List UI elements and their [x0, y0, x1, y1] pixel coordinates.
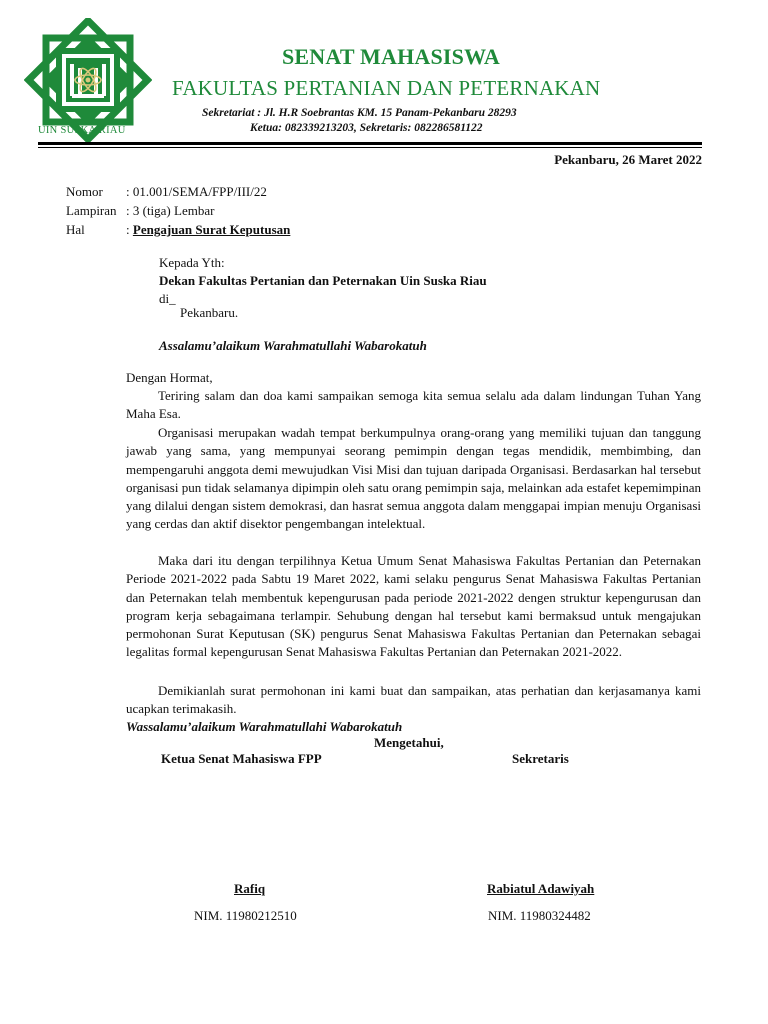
body-paragraph-4	[126, 682, 701, 719]
paragraph-text: Organisasi merupakan wadah tempat berkumpulnya orang-orang yang memiliki tujuan dan tanggung jawab yang sama, yang mempunyai seorang pemimpin dengan tegas mendidik, membimbing, dan mempengaruhi anggota demi mewujudkan Visi Misi dan tujuan daripada Organisasi. Berdasarkan hal tersebut organisasi pun tidak selamanya dipimpin oleh satu orang pemimpin saja, melainkan ada estafet kepemimpinan yang dilalui dengan sistem demokrasi, dan hasrat semua anggota dalam menggapai impian menuju Organisasi yang cerdas dan aktif disektor pengembangan intelektual.	[126, 425, 701, 532]
logo-caption: UIN SUSKA RIAU	[38, 125, 126, 136]
meta-label: Lampiran	[66, 203, 117, 218]
uin-suska-riau-logo	[24, 18, 152, 142]
signatory-nim-secretary: NIM. 11980324482	[488, 908, 591, 923]
recipient-greeting: Kepada Yth:	[159, 255, 225, 270]
recipient-di: di_	[159, 291, 176, 306]
meta-value: :	[126, 222, 130, 237]
letterhead-title: SENAT MAHASISWA	[282, 44, 500, 69]
body-paragraph-2	[126, 424, 701, 534]
letterhead-faculty: FAKULTAS PERTANIAN DAN PETERNAKAN	[172, 76, 601, 100]
letter-date: Pekanbaru, 26 Maret 2022	[554, 152, 702, 167]
letter-opening: Dengan Hormat,	[126, 370, 213, 385]
meta-value: : 3 (tiga) Lembar	[126, 203, 215, 218]
recipient-city: Pekanbaru.	[180, 305, 239, 320]
meta-label: Nomor	[66, 184, 103, 199]
paragraph-text: Teriring salam dan doa kami sampaikan semoga kita semua selalu ada dalam lindungan Tuhan Yang Maha Esa.	[126, 388, 701, 422]
meta-value: : 01.001/SEMA/FPP/III/22	[126, 184, 267, 199]
paragraph-text: Maka dari itu dengan terpilihnya Ketua Umum Senat Mahasiswa Fakultas Pertanian dan Peternakan Periode 2021-2022 pada Sabtu 19 Maret 2022, kami selaku pengurus Senat Mahasiswa Fakultas Pertanian dan Peternakan telah membentuk kepengurusan pada periode 2021-2022 dengen struktur kepengurusan dan program kerja sebagaimana terlampir. Sehubung dengan hal tersebut kami bermaksud untuk mengajukan permohonan Surat Keputusan (SK) pengurus Senat Mahasiswa Fakultas Pertanian dan Peternakan sebagai legalitas formal kepengurusan Senat Mahasiswa Fakultas Pertanian dan Peternakan 2021-2022.	[126, 553, 701, 660]
meta-row-lampiran	[66, 203, 214, 219]
header-rule-thick	[38, 142, 702, 145]
signatory-role-chair: Ketua Senat Mahasiswa FPP	[161, 751, 322, 766]
signatory-name-secretary: Rabiatul Adawiyah	[487, 881, 595, 896]
meta-row-nomor	[66, 184, 267, 200]
meta-label: Hal	[66, 222, 85, 237]
salam-opening: Assalamu’alaikum Warahmatullahi Wabarokatuh	[159, 338, 427, 353]
letter-subject: Pengajuan Surat Keputusan	[132, 222, 291, 237]
signatory-nim-chair: NIM. 11980212510	[194, 908, 297, 923]
acknowledged-label: Mengetahui,	[374, 735, 444, 750]
salam-closing: Wassalamu’alaikum Warahmatullahi Wabarokatuh	[126, 719, 403, 734]
signatory-role-secretary: Sekretaris	[512, 751, 569, 766]
letterhead-address: Sekretariat : Jl. H.R Soebrantas KM. 15 Panam-Pekanbaru 28293	[202, 107, 517, 119]
meta-row-hal	[66, 222, 290, 238]
body-paragraph-1	[126, 387, 701, 424]
paragraph-text: Demikianlah surat permohonan ini kami buat dan sampaikan, atas perhatian dan kerjasamanya kami ucapkan terimakasih.	[126, 683, 701, 717]
recipient-name: Dekan Fakultas Pertanian dan Peternakan Uin Suska Riau	[159, 273, 487, 288]
header-rule-thin	[38, 147, 702, 148]
letterhead-contacts: Ketua: 082339213203, Sekretaris: 082286581122	[250, 122, 483, 134]
signatory-name-chair: Rafiq	[234, 881, 266, 896]
body-paragraph-3	[126, 552, 701, 662]
